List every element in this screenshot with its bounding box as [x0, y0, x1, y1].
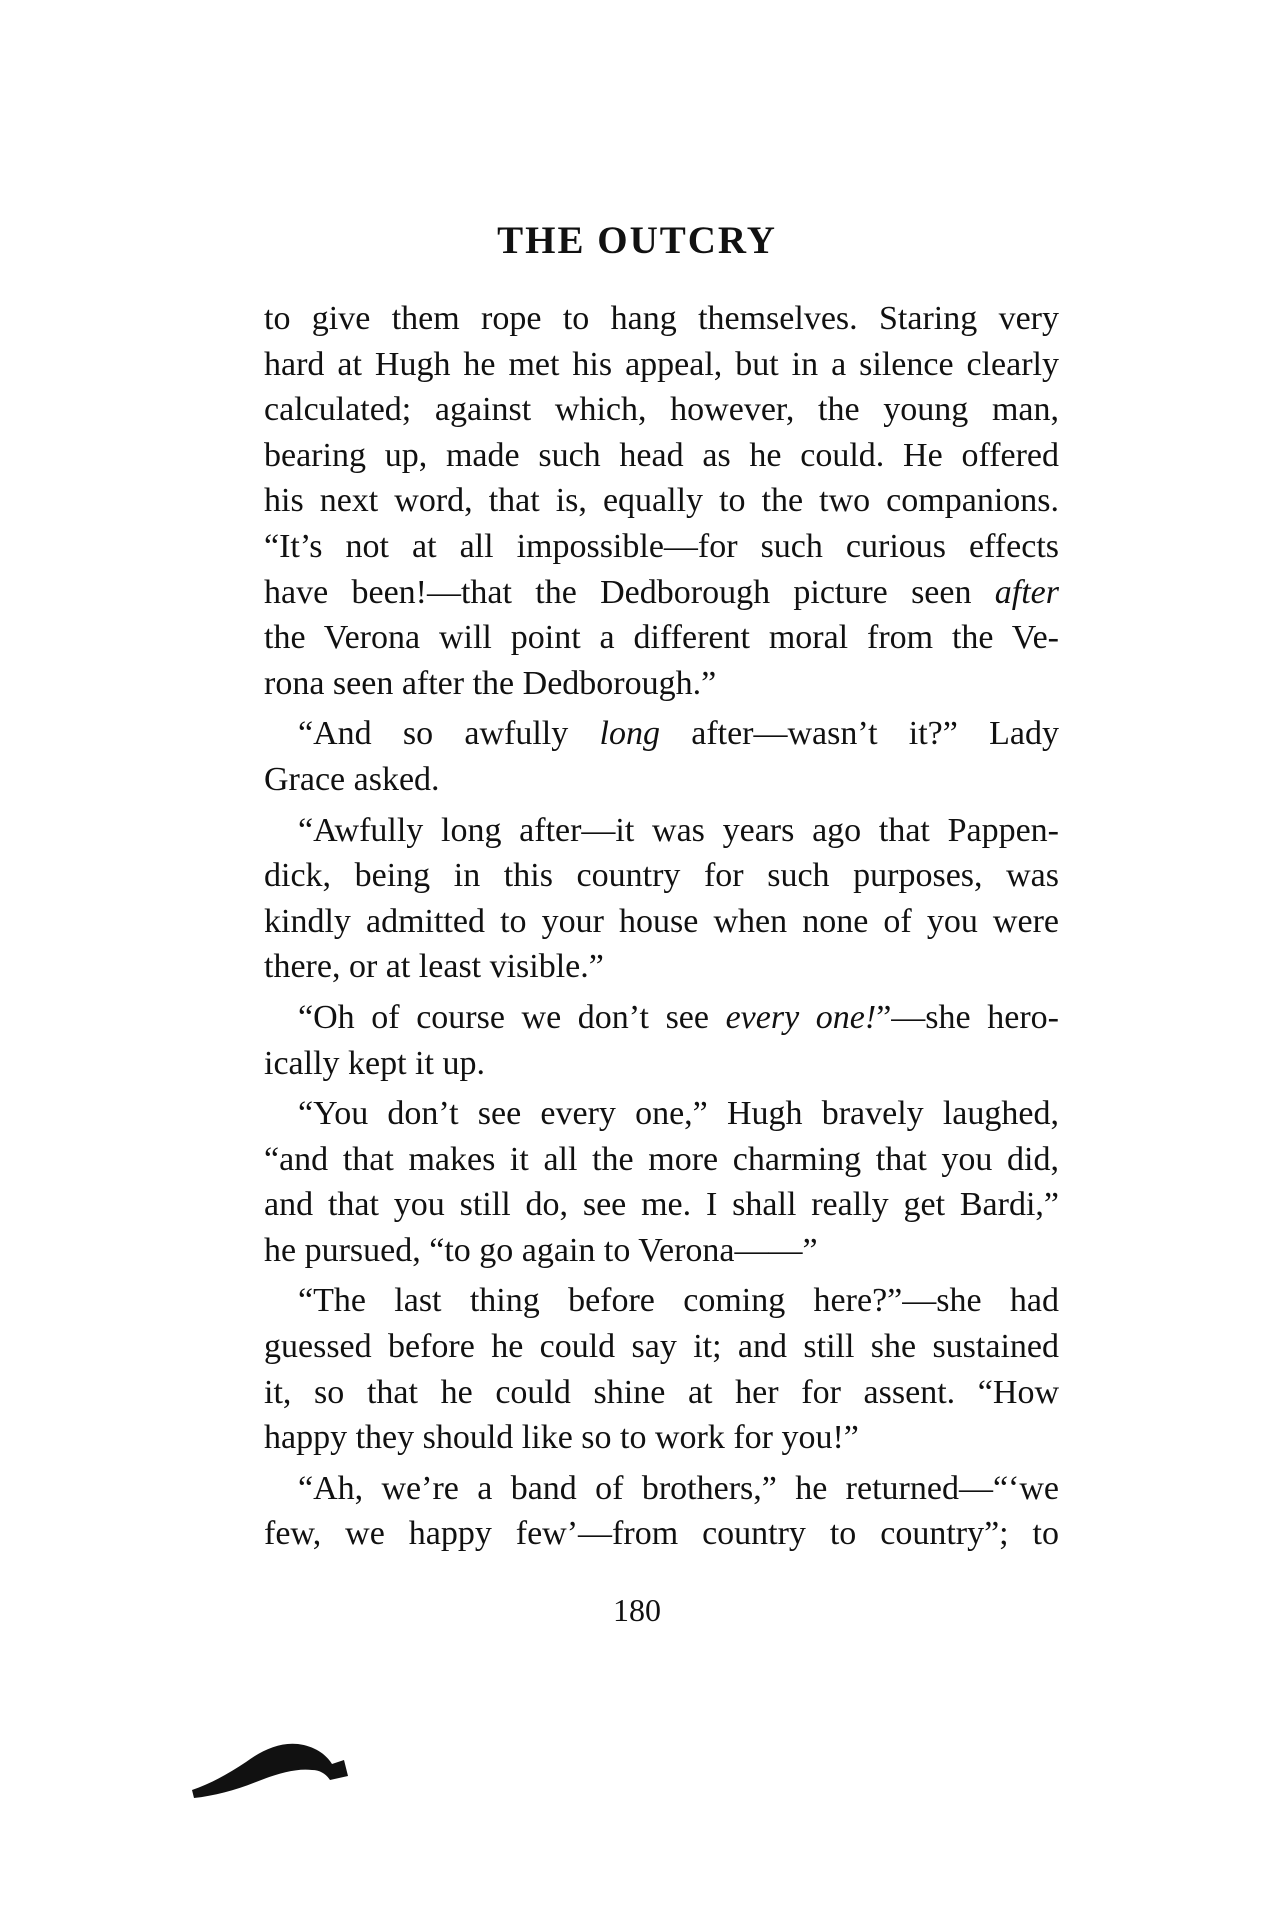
- text-line: [264, 661, 1059, 707]
- text-segment: he pursued, “to go again to Verona——”: [264, 1231, 818, 1269]
- text-segment: rona seen after the Dedborough.”: [264, 664, 717, 702]
- text-segment: it, so that he could shine at her for assent. “How: [264, 1373, 1059, 1411]
- text-segment: Grace asked.: [264, 760, 440, 798]
- text-line: [264, 615, 1059, 661]
- text-line: [264, 1182, 1059, 1228]
- text-segment: dick, being in this country for such purposes, was: [264, 857, 1059, 895]
- text-segment: calculated; against which, however, the young man,: [264, 391, 1059, 429]
- text-segment: “Ah, we’re a band of brothers,” he returned—“‘we: [298, 1469, 1059, 1507]
- text-segment: “Awfully long after—it was years ago that Pappen-: [298, 811, 1059, 849]
- text-line: [264, 944, 1059, 990]
- text-line: [264, 433, 1059, 479]
- text-line: [264, 1466, 1059, 1512]
- text-segment: after—wasn’t it?” Lady: [659, 715, 1059, 753]
- text-segment: “The last thing before coming here?”—she had: [298, 1282, 1059, 1320]
- text-line: [264, 1324, 1059, 1370]
- body-text: [264, 296, 1059, 1557]
- text-line: [264, 757, 1059, 803]
- text-line: [264, 387, 1059, 433]
- text-line: [264, 1041, 1059, 1087]
- text-segment: there, or at least visible.”: [264, 948, 604, 986]
- text-line: [264, 296, 1059, 342]
- text-segment: guessed before he could say it; and still she sustained: [264, 1328, 1059, 1366]
- italic-text: after: [994, 573, 1059, 611]
- text-line: [264, 899, 1059, 945]
- text-segment: “It’s not at all impossible—for such curious effects: [264, 527, 1059, 565]
- text-line: [264, 342, 1059, 388]
- text-line: [264, 1228, 1059, 1274]
- text-segment: to give them rope to hang themselves. Staring very: [264, 300, 1059, 337]
- text-segment: happy they should like so to work for you!”: [264, 1419, 859, 1457]
- text-segment: “Oh of course we don’t see: [298, 998, 726, 1036]
- text-segment: and that you still do, see me. I shall really get Bardi,”: [264, 1186, 1059, 1224]
- text-segment: have been!—that the Dedborough picture seen: [264, 573, 995, 611]
- text-line: [264, 478, 1059, 524]
- text-segment: ”—she hero-: [876, 998, 1059, 1036]
- text-line: [264, 1370, 1059, 1416]
- text-line: [264, 808, 1059, 854]
- text-line: [264, 1091, 1059, 1137]
- text-segment: bearing up, made such head as he could. He offered: [264, 436, 1059, 474]
- text-line: [264, 1511, 1059, 1557]
- italic-text: long: [599, 715, 660, 753]
- text-line: [264, 1278, 1059, 1324]
- text-line: [264, 1137, 1059, 1183]
- text-segment: ically kept it up.: [264, 1044, 485, 1082]
- text-segment: few, we happy few’—from country to country”; to: [264, 1515, 1059, 1553]
- text-line: [264, 1415, 1059, 1461]
- text-segment: “and that makes it all the more charming that you did,: [264, 1140, 1059, 1178]
- text-segment: hard at Hugh he met his appeal, but in a silence clearly: [264, 345, 1059, 383]
- text-line: [264, 711, 1059, 757]
- ink-blot: [192, 1738, 352, 1800]
- running-head: THE OUTCRY: [497, 219, 777, 262]
- text-line: [264, 995, 1059, 1041]
- text-segment: the Verona will point a different moral from the Ve-: [264, 619, 1059, 657]
- text-line: [264, 853, 1059, 899]
- text-line: [264, 524, 1059, 570]
- text-segment: “You don’t see every one,” Hugh bravely laughed,: [298, 1095, 1059, 1133]
- text-segment: “And so awfully: [298, 715, 600, 753]
- text-segment: kindly admitted to your house when none of you were: [264, 902, 1059, 940]
- italic-text: every one!: [725, 998, 877, 1036]
- page-number: 180: [613, 1592, 661, 1628]
- text-segment: his next word, that is, equally to the two companions.: [264, 482, 1059, 520]
- text-line: [264, 570, 1059, 616]
